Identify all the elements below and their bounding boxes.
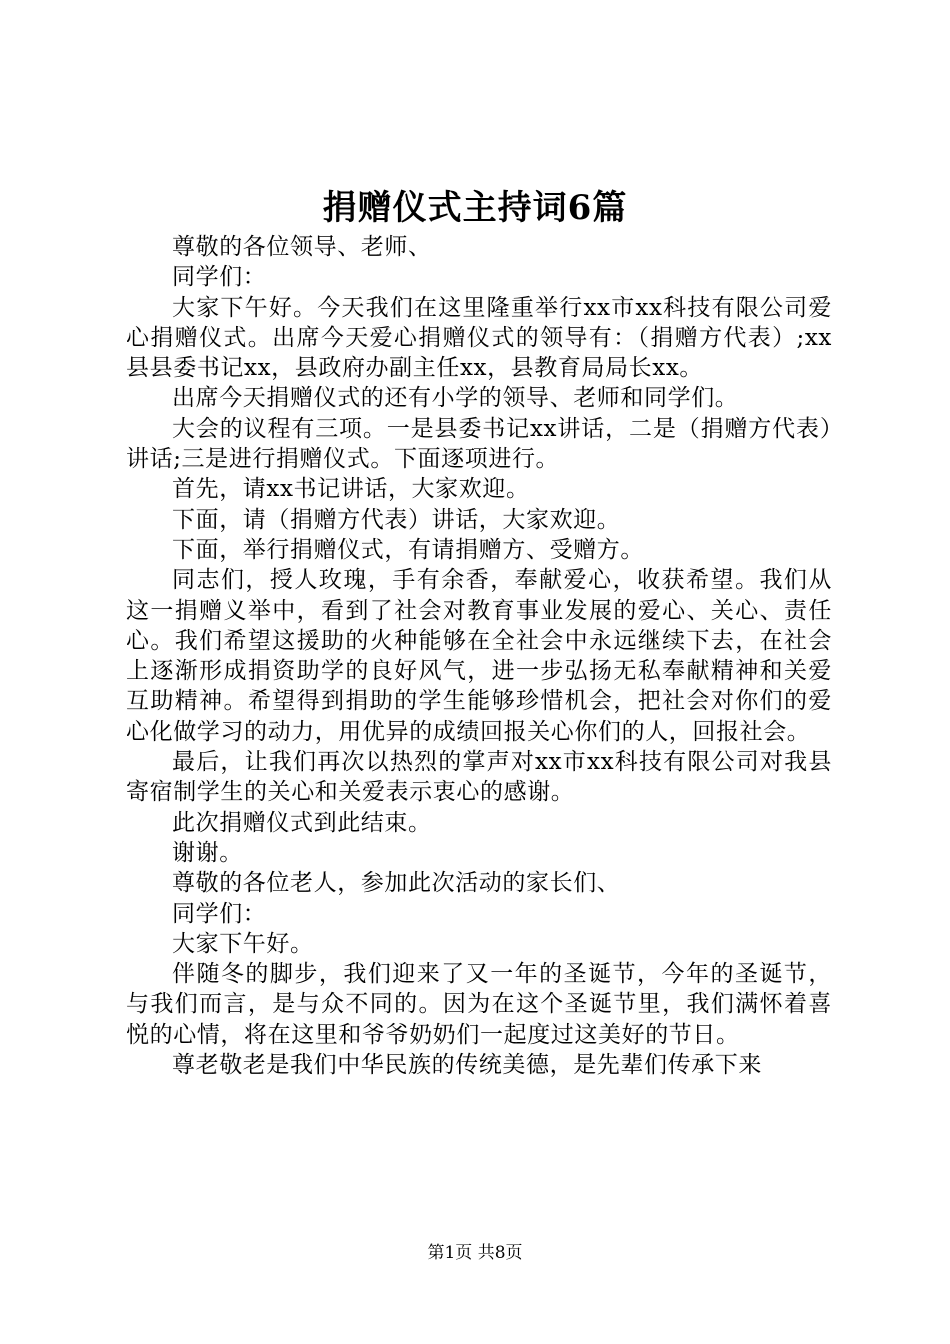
page-footer: 第1页 共8页 <box>427 1243 523 1263</box>
paragraph-agenda: 大会的议程有三项。一是县委书记xx讲话，二是（捐赠方代表）讲话;三是进行捐赠仪式。下面逐项进行。 <box>126 415 832 473</box>
paragraph-closing: 此次捐赠仪式到此结束。 <box>172 809 432 836</box>
paragraph-second-speech: 下面，请（捐赠方代表）讲话，大家欢迎。 <box>172 506 621 533</box>
paragraph-opening: 大家下午好。今天我们在这里隆重举行xx市xx科技有限公司爱心捐赠仪式。出席今天爱心捐赠仪式的领导有：（捐赠方代表）;xx县县委书记xx，县政府办副主任xx，县教育局局长xx。 <box>126 294 832 382</box>
paragraph-attendees: 出席今天捐赠仪式的还有小学的领导、老师和同学们。 <box>172 385 739 412</box>
paragraph-good-afternoon: 大家下午好。 <box>172 930 314 957</box>
paragraph-greeting-students: 同学们： <box>172 264 267 291</box>
paragraph-greeting-2: 尊敬的各位老人，参加此次活动的家长们、 <box>172 870 621 897</box>
paragraph-hope: 同志们，授人玫瑰，手有余香，奉献爱心，收获希望。我们从这一捐赠义举中，看到了社会对教育事业发展的爱心、关心、责任心。我们希望这援助的火种能够在全社会中永远继续下去，在社会上逐渐形成捐资助学的良好风气，进一步弘扬无私奉献精神和关爱互助精神。希望得到捐助的学生能够珍惜机会，把社会对你们的爱心化做学习的动力，用优异的成绩回报关心你们的人，回报社会。 <box>126 567 832 745</box>
document-body <box>126 232 832 1080</box>
document-title: 捐赠仪式主持词6篇 <box>322 188 628 228</box>
paragraph-respect-elders: 尊老敬老是我们中华民族的传统美德，是先辈们传承下来 <box>172 1052 762 1079</box>
paragraph-thanks: 最后，让我们再次以热烈的掌声对xx市xx科技有限公司对我县寄宿制学生的关心和关爱表示衷心的感谢。 <box>126 749 832 806</box>
paragraph-thank-you: 谢谢。 <box>172 839 243 866</box>
paragraph-christmas: 伴随冬的脚步，我们迎来了又一年的圣诞节，今年的圣诞节，与我们而言，是与众不同的。因为在这个圣诞节里，我们满怀着喜悦的心情，将在这里和爷爷奶奶们一起度过这美好的节日。 <box>126 961 832 1048</box>
paragraph-greeting-students-2: 同学们： <box>172 900 267 927</box>
paragraph-ceremony: 下面，举行捐赠仪式，有请捐赠方、受赠方。 <box>172 536 644 563</box>
paragraph-greeting: 尊敬的各位领导、老师、 <box>172 234 432 260</box>
paragraph-first-speech: 首先，请xx书记讲话，大家欢迎。 <box>172 476 530 503</box>
